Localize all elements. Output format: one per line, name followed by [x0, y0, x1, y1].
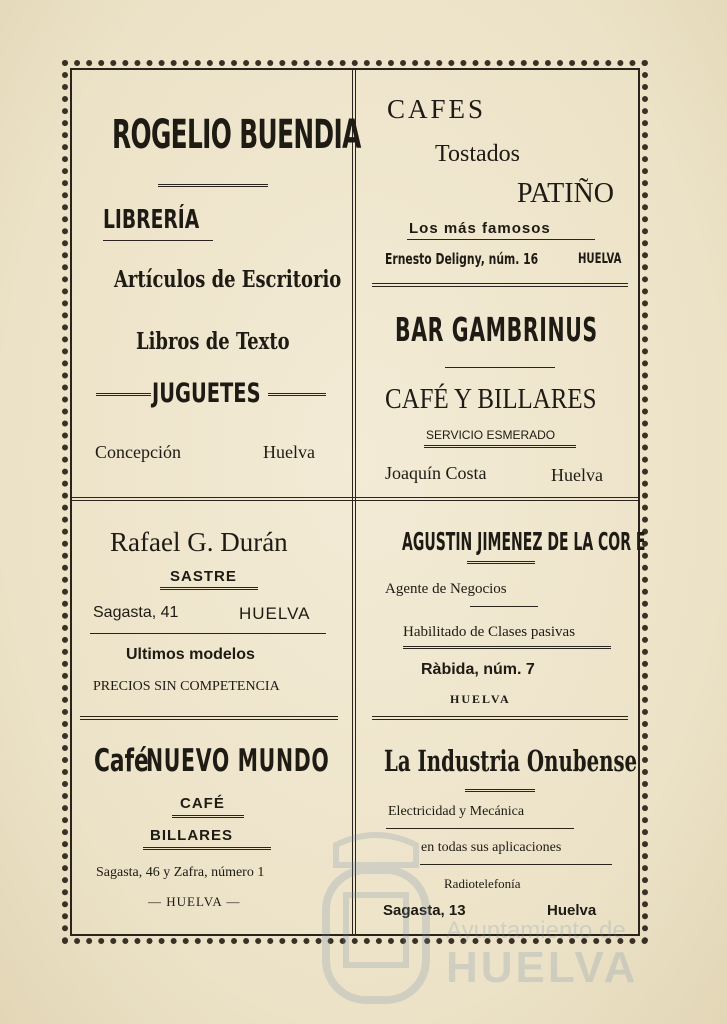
duran-trade-rule — [160, 587, 258, 590]
buendia-name: ROGELIO BUENDIA — [112, 112, 361, 158]
duran-line1: Ultimos modelos — [126, 646, 255, 663]
patino-address: Ernesto Deligny, núm. 16 — [385, 250, 539, 268]
jimenez-rule — [467, 561, 535, 564]
industria-name: La Industria Onubense — [384, 744, 638, 778]
patino-slogan: Los más famosos — [409, 220, 551, 237]
jimenez-line2: Habilitado de Clases pasivas — [403, 624, 576, 640]
industria-line2: en todas sus aplicaciones — [421, 840, 562, 855]
buendia-rule — [158, 184, 268, 187]
buendia-city: Huelva — [263, 442, 315, 462]
duran-city: HUELVA — [239, 604, 311, 623]
nuevo-mundo-line2: BILLARES — [150, 827, 233, 844]
duran-rule — [90, 633, 326, 634]
row-divider-middle — [72, 497, 638, 501]
row-divider-left-bottom — [80, 716, 338, 720]
row-divider-right-top — [372, 283, 628, 287]
column-divider — [352, 70, 356, 934]
nuevo-mundo-prefix: Café — [94, 743, 149, 779]
nuevo-mundo-city: — HUELVA — — [148, 894, 241, 909]
watermark-line1: Ayuntamiento de — [446, 917, 626, 944]
buendia-street: Concepción — [95, 442, 181, 462]
jimenez-address: Ràbida, núm. 7 — [421, 661, 535, 678]
buendia-line1: Artículos de Escritorio — [114, 266, 342, 293]
buendia-deco-left — [96, 393, 151, 396]
nuevo-mundo-name: NUEVO MUNDO — [146, 743, 330, 779]
nuevo-mundo-line1: CAFÉ — [180, 795, 225, 812]
industria-line1: Electricidad y Mecánica — [388, 804, 525, 819]
gambrinus-service: SERVICIO ESMERADO — [426, 428, 556, 442]
duran-line2: PRECIOS SIN COMPETENCIA — [93, 679, 280, 694]
nuevo-mundo-address: Sagasta, 46 y Zafra, número 1 — [96, 865, 265, 880]
watermark — [316, 825, 646, 1015]
duran-trade: SASTRE — [170, 568, 237, 585]
industria-address: Sagasta, 13 — [383, 902, 466, 919]
industria-city: Huelva — [547, 902, 597, 919]
watermark-line2: HUELVA — [446, 943, 639, 992]
patino-city: HUELVA — [578, 251, 622, 267]
duran-street: Sagasta, 41 — [93, 604, 179, 621]
patino-line2: Tostados — [435, 141, 520, 167]
jimenez-city: HUELVA — [450, 692, 511, 706]
jimenez-line1: Agente de Negocios — [385, 581, 507, 597]
patino-brand: PATIÑO — [517, 178, 614, 209]
industria-line3: Radiotelefonía — [444, 876, 521, 891]
duran-name: Rafael G. Durán — [110, 527, 288, 557]
buendia-category: LIBRERÍA — [103, 205, 200, 235]
nuevo-mundo-line2-rule — [143, 847, 271, 850]
buendia-category-rule — [103, 240, 213, 241]
gambrinus-name: BAR GAMBRINUS — [395, 310, 598, 349]
jimenez-line2-rule — [403, 646, 611, 649]
gambrinus-subtitle: CAFÉ Y BILLARES — [385, 383, 597, 415]
jimenez-name: AGUSTIN JIMENEZ DE LA COR E — [402, 527, 646, 556]
industria-rule — [465, 789, 535, 792]
nuevo-mundo-line1-rule — [172, 815, 244, 818]
buendia-deco-right — [268, 393, 326, 396]
buendia-line2: Libros de Texto — [136, 328, 290, 355]
row-divider-right-bottom — [372, 716, 628, 720]
coat-of-arms-icon — [316, 825, 436, 1015]
gambrinus-service-rule — [424, 445, 576, 448]
gambrinus-street: Joaquín Costa — [385, 463, 487, 483]
patino-rule — [407, 239, 595, 240]
patino-line1: CAFES — [387, 94, 487, 124]
gambrinus-rule — [445, 367, 555, 368]
buendia-line3: JUGUETES — [152, 378, 261, 409]
jimenez-line1-rule — [470, 606, 538, 607]
gambrinus-city: Huelva — [551, 465, 603, 485]
